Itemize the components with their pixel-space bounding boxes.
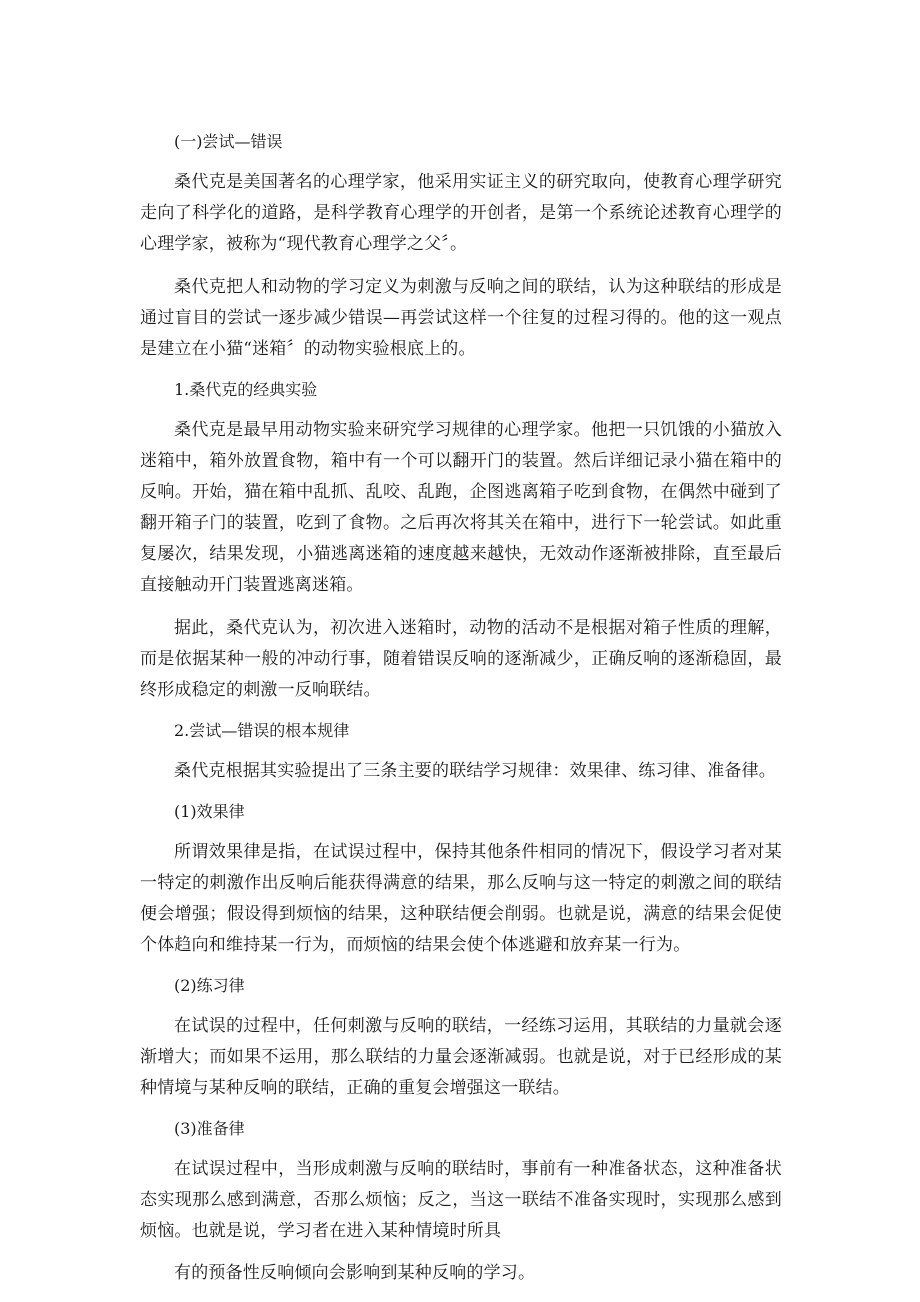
paragraph-law-of-effect: 所谓效果律是指，在试误过程中，保持其他条件相同的情况下，假设学习者对某一特定的刺激作出反响后能获得满意的结果，那么反响与这一特定的刺激之间的联结便会增强；假设得到烦恼的结果，这种联结便会削弱。也就是说，满意的结果会促使个体趋向和维持某一行为，而烦恼的结果会使个体逃避和放弃某一行为。: [140, 842, 782, 955]
paragraph-learning-definition: 桑代克把人和动物的学习定义为刺激与反响之间的联结，认为这种联结的形成是通过盲目的尝试一逐步减少错误—再尝试这样一个往复的过程习得的。他的这一观点是建立在小猫“迷箱〞的动物实验根底上的。: [140, 277, 782, 359]
paragraph-experiment-description: 桑代克是最早用动物实验来研究学习规律的心理学家。他把一只饥饿的小猫放入迷箱中，箱外放置食物，箱中有一个可以翻开门的装置。然后详细记录小猫在箱中的反响。开始，猫在箱中乱抓、乱咬、乱跑，企图逃离箱子吃到食物，在偶然中碰到了翻开箱子门的装置，吃到了食物。之后再次将其关在箱中，进行下一轮尝试。如此重复屡次，结果发现，小猫逃离迷箱的速度越来越快，无效动作逐渐被排除，直至最后直接触动开门装置逃离迷箱。: [140, 420, 782, 595]
paragraph-law-of-readiness: 在试误过程中，当形成刺激与反响的联结时，事前有一种准备状态，这种准备状态实现那么感到满意，否那么烦恼；反之，当这一联结不准备实现时，实现那么感到烦恼。也就是说，学习者在进入某种情境时所具: [140, 1159, 782, 1241]
subheading-law-of-readiness: (3)准备律: [174, 1119, 245, 1138]
document-page: [140, 128, 782, 1289]
paragraph-experiment-conclusion: 据此，桑代克认为，初次进入迷箱时，动物的活动不是根据对箱子性质的理解，而是依据某种一般的冲动行事，随着错误反响的逐渐减少，正确反响的逐渐稳固，最终形成稳定的刺激一反响联结。: [140, 618, 782, 700]
subheading-law-of-effect: (1)效果律: [174, 802, 245, 821]
subheading-law-of-exercise: (2)练习律: [174, 976, 245, 995]
subheading-classic-experiment: 1.桑代克的经典实验: [174, 380, 318, 399]
paragraph-law-of-exercise: 在试误的过程中，任何刺激与反响的联结，一经练习运用，其联结的力量就会逐渐增大；而如果不运用，那么联结的力量会逐渐减弱。也就是说，对于已经形成的某种情境与某种反响的联结，正确的重复会增强这一联结。: [140, 1016, 782, 1098]
subheading-basic-laws: 2.尝试—错误的根本规律: [174, 721, 350, 740]
paragraph-three-laws: 桑代克根据其实验提出了三条主要的联结学习规律：效果律、练习律、准备律。: [174, 761, 776, 781]
section-heading-trial-error: (一)尝试—错误: [174, 132, 283, 151]
paragraph-readiness-continuation: 有的预备性反响倾向会影响到某种反响的学习。: [174, 1263, 536, 1283]
paragraph-thorndike-intro: 桑代克是美国著名的心理学家，他采用实证主义的研究取向，使教育心理学研究走向了科学化的道路，是科学教育心理学的开创者，是第一个系统论述教育心理学的心理学家，被称为“现代教育心理学之父〞。: [140, 172, 782, 254]
